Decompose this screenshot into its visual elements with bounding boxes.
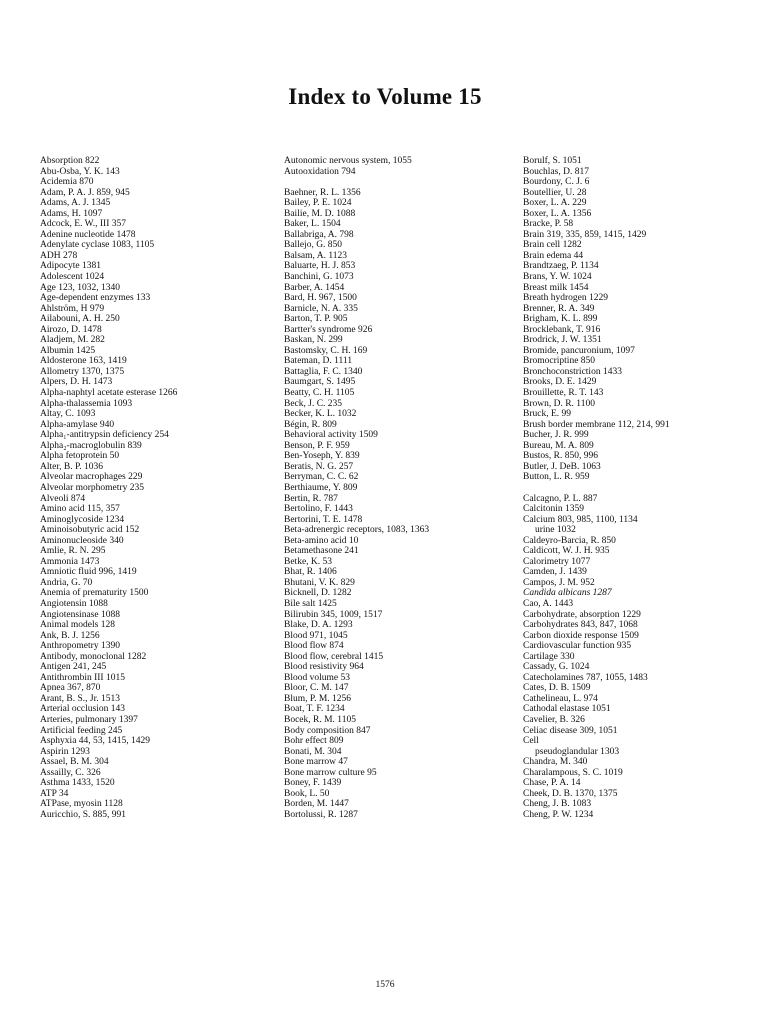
index-entry: Breath hydrogen 1229: [523, 293, 608, 304]
index-entry: Arterial occlusion 143: [40, 704, 125, 715]
index-entry: Boat, T. F. 1234: [284, 704, 345, 715]
index-entry: Alpers, D. H. 1473: [40, 377, 113, 388]
index-entry: Blood flow, cerebral 1415: [284, 651, 384, 662]
index-entry: Bloor, C. M. 147: [284, 683, 349, 694]
index-entry: Autonomic nervous system, 1055: [284, 156, 412, 166]
index-entry: Barton, T. P. 905: [284, 314, 348, 325]
index-entry: Bourdony, C. J. 6: [523, 177, 590, 188]
index-entry: Amniotic fluid 996, 1419: [40, 567, 137, 578]
index-entry: Beatty, C. H. 1105: [284, 388, 355, 399]
index-entry: ATP 34: [40, 788, 69, 799]
index-entry: Age-dependent enzymes 133: [40, 293, 151, 304]
index-entry: Alpha-naphtyl acetate esterase 1266: [40, 388, 178, 399]
index-entry: Cheek, D. B. 1370, 1375: [523, 788, 618, 799]
index-column-2: [284, 156, 514, 820]
index-entry: Bone marrow culture 95: [284, 767, 377, 778]
index-entry: Baehner, R. L. 1356: [284, 187, 361, 198]
index-entry: Cheng, P. W. 1234: [523, 809, 594, 820]
index-entry: Adams, A. J. 1345: [40, 198, 111, 209]
index-entry: Ballabriga, A. 798: [284, 229, 354, 240]
index-entry: Brouillette, R. T. 143: [523, 388, 604, 399]
index-entry: Brush border membrane 112, 214, 991: [523, 419, 670, 430]
index-entry: Bohr effect 809: [284, 736, 344, 747]
index-entry: Baker, L. 1504: [284, 219, 341, 230]
index-entry: Chase, P. A. 14: [523, 778, 581, 789]
index-entry: Ben-Yoseph, Y. 839: [284, 451, 360, 462]
index-entry: Antigen 241, 245: [40, 662, 107, 673]
index-entry: Calcagno, P. L. 887: [523, 493, 598, 504]
index-entry: Adams, H. 1097: [40, 208, 103, 219]
index-entry: Calcium 803, 985, 1100, 1134: [523, 514, 638, 525]
index-entry: Acidemia 870: [40, 177, 94, 188]
index-entry: Albumin 1425: [40, 345, 96, 356]
index-entry: Carbohydrates 843, 847, 1068: [523, 620, 638, 631]
index-entry: Barber, A. 1454: [284, 282, 345, 293]
index-entry: Bhat, R. 1406: [284, 567, 337, 578]
index-entry: Benson, P. F. 959: [284, 440, 350, 451]
index-entry: Bailey, P. E. 1024: [284, 198, 352, 209]
index-entry: Butler, J. DeB. 1063: [523, 461, 601, 472]
index-entry: Blake, D. A. 1293: [284, 620, 353, 631]
index-entry: Brodrick, J. W. 1351: [523, 335, 602, 346]
index-entry: Beta-amino acid 10: [284, 535, 359, 546]
index-entry: Baumgart, S. 1495: [284, 377, 356, 388]
index-entry: Brenner, R. A. 349: [523, 303, 595, 314]
index-entry: Boutellier, U. 28: [523, 187, 587, 198]
index-entry: Brandtzaeg, P. 1134: [523, 261, 599, 272]
index-entry: Bertolino, F. 1443: [284, 504, 353, 515]
index-entry: Antithrombin III 1015: [40, 672, 125, 683]
index-entry: Bustos, R. 850, 996: [523, 451, 598, 462]
index-entry: Arteries, pulmonary 1397: [40, 714, 138, 725]
index-entry: Auricchio, S. 885, 991: [40, 809, 127, 820]
index-entry: Adolescent 1024: [40, 272, 105, 283]
index-entry: Bégin, R. 809: [284, 419, 337, 430]
index-entry: Bucher, J. R. 999: [523, 430, 589, 441]
index-entry: Aminoisobutyric acid 152: [40, 525, 140, 536]
index-entry: Adam, P. A. J. 859, 945: [40, 187, 130, 198]
index-entry: Bronchoconstriction 1433: [523, 366, 622, 377]
index-entry: Bhutani, V. K. 829: [284, 577, 355, 588]
index-entry: Altay, C. 1093: [40, 409, 96, 420]
index-entry: Bertorini, T. E. 1478: [284, 514, 363, 525]
index-entry: Assailly, C. 326: [40, 767, 101, 778]
index-entry: Brigham, K. L. 899: [523, 314, 598, 325]
index-entry: Caldeyro-Barcia, R. 850: [523, 535, 616, 546]
index-entry: Cardiovascular function 935: [523, 641, 632, 652]
index-entry: Brooks, D. E. 1429: [523, 377, 597, 388]
index-entry: Bertin, R. 787: [284, 493, 338, 504]
index-entry: Ammonia 1473: [40, 556, 100, 567]
index-entry: Anemia of prematurity 1500: [40, 588, 149, 599]
index-entry: Bocek, R. M. 1105: [284, 714, 356, 725]
index-entry: Breast milk 1454: [523, 282, 589, 293]
index-entry: Camden, J. 1439: [523, 567, 587, 578]
index-entry: Cathodal elastase 1051: [523, 704, 611, 715]
index-entry: Amlie, R. N. 295: [40, 546, 106, 557]
page-title: Index to Volume 15: [288, 84, 482, 109]
index-entry: Boney, F. 1439: [284, 778, 342, 789]
index-entry: Boxer, L. A. 1356: [523, 208, 592, 219]
index-entry: Chandra, M. 340: [523, 757, 588, 768]
index-entry: Apnea 367, 870: [40, 683, 101, 694]
index-entry: Bicknell, D. 1282: [284, 588, 352, 599]
page-number: 1576: [375, 980, 395, 990]
index-entry: Asphyxia 44, 53, 1415, 1429: [40, 736, 151, 747]
index-entry: Betke, K. 53: [284, 556, 333, 567]
index-entry: Bruck, E. 99: [523, 409, 572, 420]
index-entry: Barnicle, N. A. 335: [284, 303, 358, 314]
index-entry: Catecholamines 787, 1055, 1483: [523, 672, 648, 683]
index-entry: Bartter's syndrome 926: [284, 324, 373, 335]
index-entry: Campos, J. M. 952: [523, 577, 595, 588]
index-entry: Boxer, L. A. 229: [523, 198, 587, 209]
index-entry: Age 123, 1032, 1340: [40, 282, 120, 293]
index-entry: Ballejo, G. 850: [284, 240, 343, 251]
index-gap: [284, 177, 514, 188]
index-entry: Celiac disease 309, 1051: [523, 725, 618, 736]
index-entry: Borulf, S. 1051: [523, 156, 582, 166]
index-entry: Alpha₂-macroglobulin 839: [40, 440, 142, 451]
index-entry: Cates, D. B. 1509: [523, 683, 591, 694]
index-entry: Book, L. 50: [284, 788, 330, 799]
index-entry: Cheng, J. B. 1083: [523, 799, 592, 810]
index-entry: Carbon dioxide response 1509: [523, 630, 639, 641]
index-entry: Bromocriptine 850: [523, 356, 596, 367]
index-entry: Bilirubin 345, 1009, 1517: [284, 609, 383, 620]
index-entry: Angiotensin 1088: [40, 598, 108, 609]
index-entry: Aldosterone 163, 1419: [40, 356, 127, 367]
index-entry: Baluarte, H. J. 853: [284, 261, 356, 272]
index-entry: Behavioral activity 1509: [284, 430, 378, 441]
index-entry: Brocklebank, T. 916: [523, 324, 601, 335]
index-entry: Betamethasone 241: [284, 546, 359, 557]
index-entry: Cathelineau, L. 974: [523, 693, 598, 704]
index-entry: Button, L. R. 959: [523, 472, 590, 483]
index-entry: Abu-Osba, Y. K. 143: [40, 166, 120, 177]
index-entry: Berryman, C. C. 62: [284, 472, 359, 483]
index-entry: Cell: [523, 736, 539, 747]
index-entry: Animal models 128: [40, 620, 115, 631]
index-entry: Ailabouni, A. H. 250: [40, 314, 120, 325]
index-entry: ATPase, myosin 1128: [40, 799, 123, 810]
index-entry: Blood volume 53: [284, 672, 350, 683]
index-entry: Brain cell 1282: [523, 240, 582, 251]
index-entry: Balsam, A. 1123: [284, 250, 347, 261]
index-entry: Calcitonin 1359: [523, 504, 584, 515]
index-entry: Brans, Y. W. 1024: [523, 272, 592, 283]
index-entry: Bastomsky, C. H. 169: [284, 345, 368, 356]
index-entry: Alpha fetoprotein 50: [40, 451, 120, 462]
index-entry: Assael, B. M. 304: [40, 757, 109, 768]
index-entry: Airozo, D. 1478: [40, 324, 102, 335]
index-entry: Banchini, G. 1073: [284, 272, 354, 283]
index-entry: Asthma 1433, 1520: [40, 778, 115, 789]
index-entry: Autooxidation 794: [284, 166, 356, 177]
index-entry: Charalampous, S. C. 1019: [523, 767, 623, 778]
index-entry: Beta-adrenergic receptors, 1083, 1363: [284, 525, 430, 536]
index-entry: Bile salt 1425: [284, 598, 337, 609]
index-entry: Blood resistivity 964: [284, 662, 364, 673]
index-entry: Bureau, M. A. 809: [523, 440, 594, 451]
index-gap: [523, 483, 763, 494]
index-entry: Brain edema 44: [523, 250, 584, 261]
index-entry: Adenylate cyclase 1083, 1105: [40, 240, 155, 251]
index-entry: Aminonucleoside 340: [40, 535, 124, 546]
index-entry: Body composition 847: [284, 725, 371, 736]
index-entry: Cartilage 330: [523, 651, 575, 662]
index-entry: Brain 319, 335, 859, 1415, 1429: [523, 229, 647, 240]
index-entry: Absorption 822: [40, 156, 100, 166]
index-column-3: [523, 156, 763, 820]
index-entry: Bouchlas, D. 817: [523, 166, 589, 177]
index-entry: Borden, M. 1447: [284, 799, 349, 810]
index-entry: Beratis, N. G. 257: [284, 461, 354, 472]
index-entry: Candida albicans 1287: [523, 588, 612, 599]
index-entry: ADH 278: [40, 250, 78, 261]
index-entry: Alveolar morphometry 235: [40, 482, 144, 493]
index-entry: Aspirin 1293: [40, 746, 90, 757]
index-entry: Bonati, M. 304: [284, 746, 342, 757]
index-entry: Aminoglycoside 1234: [40, 514, 125, 525]
index-entry: Bromide, pancuronium, 1097: [523, 345, 635, 356]
index-column-1: [40, 156, 270, 820]
index-entry: Amino acid 115, 357: [40, 504, 120, 515]
index-entry: Allometry 1370, 1375: [40, 366, 125, 377]
index-entry: Carbohydrate, absorption 1229: [523, 609, 641, 620]
index-entry: Cao, A. 1443: [523, 598, 574, 609]
index-entry: Brown, D. R. 1100: [523, 398, 595, 409]
index-entry: Artificial feeding 245: [40, 725, 123, 736]
index-entry: Blood flow 874: [284, 641, 344, 652]
index-entry: Blum, P. M. 1256: [284, 693, 352, 704]
index-entry: Bracke, P. 58: [523, 219, 574, 230]
index-entry: Antibody, monoclonal 1282: [40, 651, 147, 662]
index-entry: urine 1032: [535, 525, 576, 536]
index-entry: Cavelier, B. 326: [523, 714, 585, 725]
index-entry: Bortolussi, R. 1287: [284, 809, 358, 820]
index-entry: Blood 971, 1045: [284, 630, 348, 641]
index-entry: Angiotensinase 1088: [40, 609, 120, 620]
index-entry: Cassady, G. 1024: [523, 662, 590, 673]
index-entry: Adipocyte 1381: [40, 261, 101, 272]
index-entry: Alveolar macrophages 229: [40, 472, 143, 483]
index-entry: Alveoli 874: [40, 493, 86, 504]
index-entry: Alpha-thalassemia 1093: [40, 398, 133, 409]
index-entry: Adenine nucleotide 1478: [40, 229, 136, 240]
index-entry: Anthropometry 1390: [40, 641, 120, 652]
index-entry: Ahlström, H 979: [40, 303, 105, 314]
index-entry: Becker, K. L. 1032: [284, 409, 357, 420]
index-entry: Caldicott, W. J. H. 935: [523, 546, 610, 557]
index-entry: Calorimetry 1077: [523, 556, 591, 567]
index-entry: Berthiaume, Y. 809: [284, 482, 358, 493]
index-entry: Andria, G. 70: [40, 577, 93, 588]
index-entry: Bone marrow 47: [284, 757, 348, 768]
index-entry: Alter, B. P. 1036: [40, 461, 103, 472]
index-entry: Beck, J. C. 235: [284, 398, 343, 409]
index-entry: pseudoglandular 1303: [535, 746, 620, 757]
index-entry: Ank, B. J. 1256: [40, 630, 100, 641]
index-entry: Adcock, E. W., III 357: [40, 219, 127, 230]
index-entry: Bard, H. 967, 1500: [284, 293, 357, 304]
index-entry: Baskan, N. 299: [284, 335, 343, 346]
index-entry: Bateman, D. 1111: [284, 356, 353, 367]
index-entry: Aladjem, M. 282: [40, 335, 105, 346]
index-entry: Battaglia, F. C. 1340: [284, 366, 363, 377]
index-entry: Bailie, M. D. 1088: [284, 208, 356, 219]
index-entry: Alpha₁-antitrypsin deficiency 254: [40, 430, 169, 441]
index-entry: Alpha-amylase 940: [40, 419, 115, 430]
index-entry: Arant, B. S., Jr. 1513: [40, 693, 120, 704]
